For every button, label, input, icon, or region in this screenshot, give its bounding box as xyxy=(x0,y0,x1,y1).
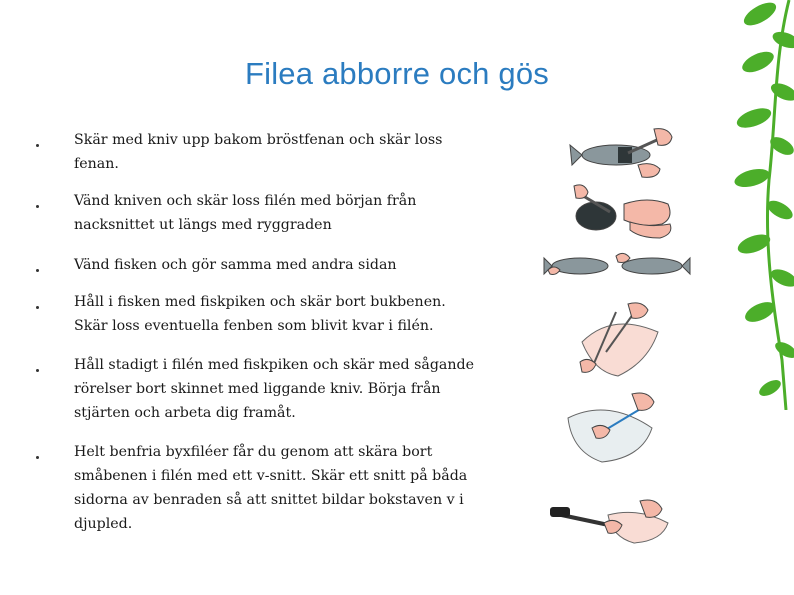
bullet-dot-icon xyxy=(36,369,39,372)
fish-filleting-illustration-1-icon xyxy=(568,125,678,183)
fish-filleting-illustration-3-icon xyxy=(542,248,692,284)
bullet-dot-icon xyxy=(36,306,39,309)
bullet-text: Håll i fisken med fiskpiken och skär bort bukbenen. Skär loss eventuella fenben som blivit kvar i filén. xyxy=(74,294,446,334)
bullet-text: Vänd fisken och gör samma med andra sidan xyxy=(74,257,397,273)
bullet-dot-icon xyxy=(36,144,39,147)
fish-filleting-illustration-5-icon xyxy=(562,388,662,466)
bullet-dot-icon xyxy=(36,205,39,208)
fish-filleting-illustration-4-icon xyxy=(576,302,666,382)
bullet-text: Helt benfria byxfiléer får du genom att skära bort småbenen i filén med ett v-snitt. Skär ett snitt på båda sidorna av benraden så att snittet bildar bokstaven v i djupled. xyxy=(74,444,468,532)
bullet-text: Håll stadigt i filén med fiskpiken och skär med sågande rörelser bort skinnet med liggande kniv. Börja från stjärten och arbeta dig framåt. xyxy=(74,357,475,421)
slide-title: Filea abborre och gös xyxy=(244,56,550,91)
leaf-vine-decoration-icon xyxy=(714,0,794,410)
fish-filleting-illustration-6-icon xyxy=(548,495,678,547)
bullet-dot-icon xyxy=(36,456,39,459)
bullet-text: Vänd kniven och skär loss filén med början från nacksnittet ut längs med ryggraden xyxy=(74,193,417,233)
bullet-text: Skär med kniv upp bakom bröstfenan och skär loss fenan. xyxy=(74,132,443,172)
bullet-dot-icon xyxy=(36,269,39,272)
fish-filleting-illustration-2-icon xyxy=(570,182,680,244)
